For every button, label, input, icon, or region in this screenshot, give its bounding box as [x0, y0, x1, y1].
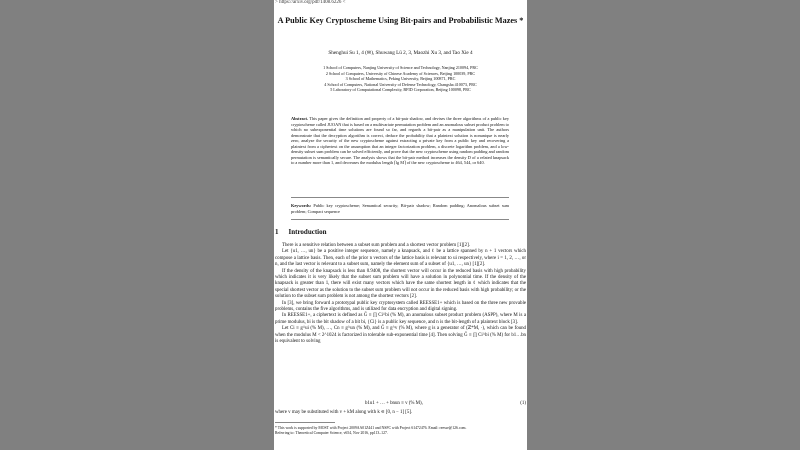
paragraph: Let Ci ≡ g^ui (% M), …, Cn ≡ g^un (% M), and Ḡ ≡ g^v (% M), where g is a generator of (ℤ*M, ·), which can be found when the modulus M < 2^1024 is factorized in tolerable sub-exponential time [4]. Then solving Ḡ ≡ ∏ Ci^bi (% M) for b1…bn is equivalent to solving: [275, 326, 526, 345]
keywords: [291, 203, 509, 214]
affiliation: 4 School of Computers, National University of Defense Technology, Changsha 410073, PRC: [324, 81, 477, 87]
footnote-line: * This work is supported by MOST with Project 2009AA01Z441 and NSFC with Project 61472476. Email: reesse@126.com.: [275, 426, 467, 430]
paper-page: [274, 0, 527, 450]
paragraph: If the density of the knapsack is less than 0.9408, the shortest vector will occur in the reduced basis with high probability which indicates it is very likely that the subset sum problem will have a solution in polynomial time. If the density of the knapsack is greater than 1, there will exist many vectors which have the same shortest length in ℓ which indicates that the special shortest vector as the solution to the subset sum problem will not occur in the reduced basis with high probability; or the solution to the subset sum problem is not among the shortest vectors [2].: [275, 268, 526, 300]
affiliation-list: [274, 65, 527, 93]
affiliation: 5 Laboratory of Computational Complexity, BFID Corporation, Beijing 100098, PRC: [330, 87, 471, 93]
affiliation: 2 School of Computers, University of Chinese Academy of Sciences, Beijing 100039, PRC: [325, 70, 476, 76]
section-body: [275, 243, 526, 346]
divider: [291, 197, 509, 198]
divider: [291, 219, 509, 220]
abstract-text: This paper gives the definition and property of a bit-pair shadow, and devises the three algorithms of a public key cryptoscheme called JUOAN that is based on a multivariate permutation problem and an anomalous subset product problem to which no subexponential time solutions are found so far, and regards a bit-pair as a manipulation unit. The authors demonstrate that the decryption algorithm is correct, deduce the probability that a plaintext solution is nonunique is nearly zero, analyze the security of the new cryptoscheme against extracting a private key from a public key and recovering a plaintext from a ciphertext on the assumption that an integer factorization problem, a discrete logarithm problem, and a low-density subset sum problem can be solved efficiently, and prove that the new cryptoscheme using random padding and random permutation is semantically secure. The analysis shows that the bit-pair method increases the density D of a related knapsack to a number more than 1, and decreases the modulus length ⌈lg M⌉ of the new cryptoscheme to 464, 544, or 640.: [291, 116, 510, 165]
footnote: [275, 426, 526, 436]
affiliation: 3 School of Mathematics, Peking University, Beijing 100871, PRC: [345, 76, 456, 82]
abstract-label: Abstract.: [291, 116, 309, 121]
paragraph: There is a sensitive relation between a subset sum problem and a shortest vector problem [1][2].: [282, 243, 470, 248]
section-heading: [275, 228, 327, 236]
equation: b1u1 + … + bnun ≡ v (% M),: [365, 401, 423, 406]
paper-title: A Public Key Cryptoscheme Using Bit-pairs and Probabilistic Mazes *: [277, 16, 524, 25]
equation-number: (1): [520, 401, 526, 406]
author-list: Shenghui Su 1, 4 (✉), Shuwang Lü 2, 3, Maozhi Xu 3, and Tao Xie 4: [328, 50, 473, 56]
affiliation: 1 School of Computers, Nanjing University of Science and Technology, Nanjing 210094, PRC: [323, 65, 478, 70]
section-title: Introduction: [288, 228, 327, 236]
paragraph: In REESSE1+, a ciphertext is defined as Ḡ ≡ ∏ Ci^bi (% M), an anomalous subset product problem (ASPP), where M is a prime modulus, bi is the bit shadow of a bit bi, {Ci} is a public key sequence, and n is the bit-length of a plaintext block [3].: [275, 313, 526, 325]
footnote-line: Referring to: Theoretical Computer Science, v654, Nov 2016, pp113–127.: [275, 431, 388, 435]
abstract: [291, 116, 509, 166]
paragraph: Let {u1, …, un} be a positive integer sequence, namely a knapsack, and ℓ be a lattice spanned by n + 1 vectors which compose a lattice basis. Then, each of the prior n vectors of the lattice basis is relevant to ui respectively, where i = 1, 2, …, or n, and the last vector is relevant to a subset sum, namely the element sum of a subset of {u1, …, un} [1][2].: [275, 249, 526, 268]
keywords-label: Keywords:: [291, 203, 312, 208]
arxiv-url[interactable]: > https://arxiv.org/pdf/1408.6226 <: [275, 0, 346, 5]
paragraph: In [3], we bring forward a prototypal public key cryptosystem called REESSE1+ which is based on the three new provable problems, contains the five algorithms, and is utilized for data encryption and digital signing.: [275, 300, 526, 313]
keywords-text: Public key cryptoscheme; Semantical security; Bit-pair shadow; Random padding; Anomalous subset sum problem; Compact sequence: [291, 203, 509, 214]
paragraph: where v may be substituted with v + kM along with k ∈ [0, n − 1] [5].: [275, 410, 413, 415]
section-number: 1: [275, 228, 279, 236]
footnote-divider: [275, 422, 335, 423]
